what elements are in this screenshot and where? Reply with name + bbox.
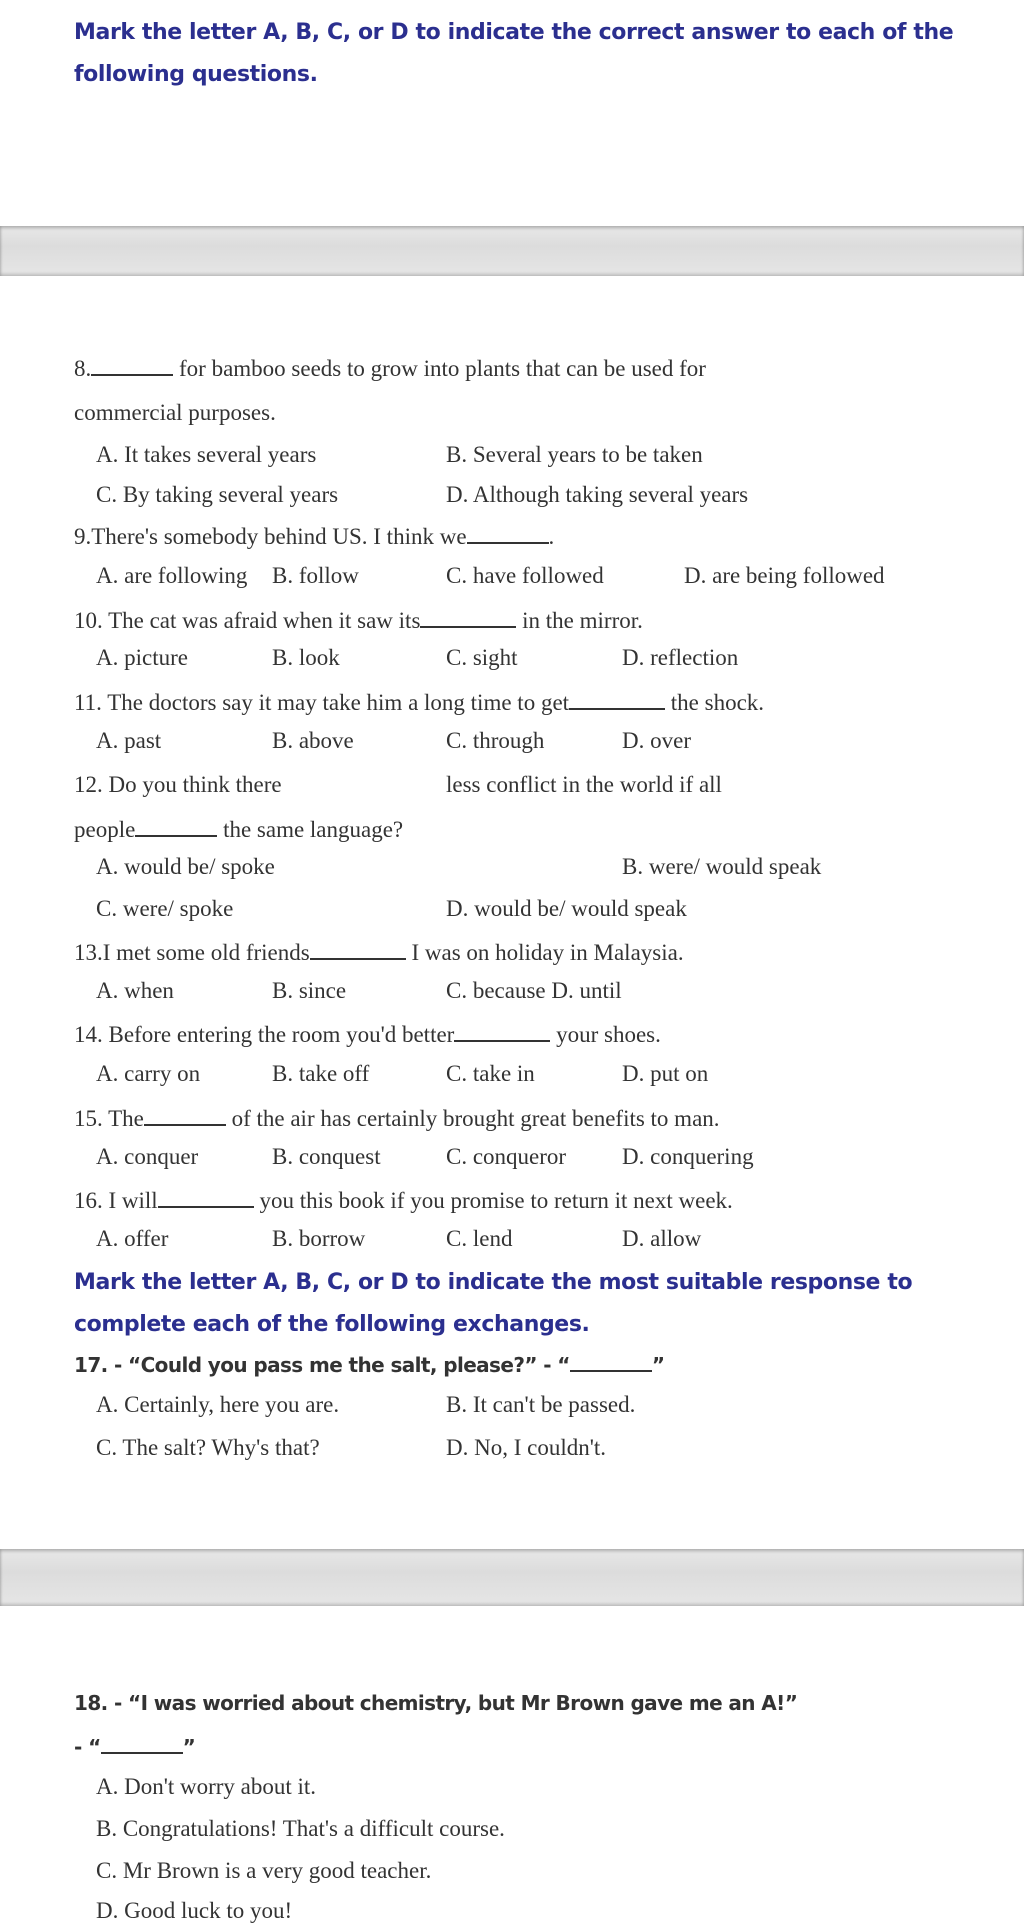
option-18-d[interactable]: D. Good luck to you! [96,1898,293,1923]
answer-blank [454,1018,550,1042]
instruction-suitable-response: Mark the letter A, B, C, or D to indicate the most suitable response to complete each of the following exchanges. [74,1270,913,1337]
option-15-a[interactable]: A. conquer [96,1144,199,1169]
question-14: 14. Before entering the room you'd better your shoes. [74,1018,661,1050]
question-12-line-1-end: less conflict in the world if all [446,772,722,797]
option-15-c[interactable]: C. conqueror [446,1144,567,1169]
page-separator [0,226,1024,276]
question-8-line-2: commercial purposes. [74,400,276,425]
option-15-b[interactable]: B. conquest [272,1144,381,1169]
question-10: 10. The cat was afraid when it saw its in the mirror. [74,604,643,636]
question-16: 16. I will you this book if you promise to return it next week. [74,1184,733,1216]
option-11-b[interactable]: B. above [272,728,354,753]
option-8-d[interactable]: D. Although taking several years [446,482,749,507]
answer-blank [570,1348,652,1372]
option-10-c[interactable]: C. sight [446,645,518,670]
option-17-a[interactable]: A. Certainly, here you are. [96,1392,340,1417]
option-11-c[interactable]: C. through [446,728,545,753]
answer-blank [144,1102,226,1126]
option-12-c[interactable]: C. were/ spoke [96,896,234,921]
question-18-line-2: - “ ” [74,1730,195,1762]
option-8-a[interactable]: A. It takes several years [96,442,317,467]
option-9-c[interactable]: C. have followed [446,563,604,588]
answer-blank [158,1184,254,1208]
option-8-c[interactable]: C. By taking several years [96,482,339,507]
option-13-c-d[interactable]: C. because D. until [446,978,622,1003]
option-11-d[interactable]: D. over [622,728,691,753]
answer-blank [101,1730,183,1754]
option-18-c[interactable]: C. Mr Brown is a very good teacher. [96,1858,432,1883]
option-10-a[interactable]: A. picture [96,645,188,670]
option-12-a[interactable]: A. would be/ spoke [96,854,275,879]
answer-blank [420,604,516,628]
option-14-c[interactable]: C. take in [446,1061,535,1086]
answer-blank [467,520,549,544]
question-17: 17. - “Could you pass me the salt, please?” - “ ” [74,1348,664,1380]
answer-blank [569,686,665,710]
question-18-line-1: 18. - “I was worried about chemistry, but Mr Brown gave me an A!” [74,1691,798,1715]
document-page-1 [0,0,1024,226]
option-8-b[interactable]: B. Several years to be taken [446,442,703,467]
answer-blank [310,936,406,960]
option-13-b[interactable]: B. since [272,978,347,1003]
option-14-b[interactable]: B. take off [272,1061,370,1086]
option-12-d[interactable]: D. would be/ would speak [446,896,687,921]
option-16-a[interactable]: A. offer [96,1226,169,1251]
option-17-c[interactable]: C. The salt? Why's that? [96,1435,320,1460]
question-12-line-2: people the same language? [74,813,403,845]
option-17-d[interactable]: D. No, I couldn't. [446,1435,607,1460]
option-10-d[interactable]: D. reflection [622,645,739,670]
option-18-a[interactable]: A. Don't worry about it. [96,1774,317,1799]
option-17-b[interactable]: B. It can't be passed. [446,1392,636,1417]
option-16-c[interactable]: C. lend [446,1226,513,1251]
question-8-line-1: 8. for bamboo seeds to grow into plants that can be used for [74,352,706,384]
option-10-b[interactable]: B. look [272,645,340,670]
option-9-b[interactable]: B. follow [272,563,359,588]
question-13: 13.I met some old friends I was on holiday in Malaysia. [74,936,684,968]
question-15: 15. The of the air has certainly brought great benefits to man. [74,1102,720,1134]
option-18-b[interactable]: B. Congratulations! That's a difficult course. [96,1816,505,1841]
option-11-a[interactable]: A. past [96,728,162,753]
option-16-b[interactable]: B. borrow [272,1226,366,1251]
option-14-d[interactable]: D. put on [622,1061,709,1086]
option-15-d[interactable]: D. conquering [622,1144,754,1169]
instruction-correct-answer: Mark the letter A, B, C, or D to indicate the correct answer to each of the following questions. [74,20,954,87]
question-11: 11. The doctors say it may take him a long time to get the shock. [74,686,764,718]
answer-blank [135,813,217,837]
option-9-a[interactable]: A. are following [96,563,248,588]
page-separator [0,1549,1024,1606]
option-16-d[interactable]: D. allow [622,1226,702,1251]
question-9: 9.There's somebody behind US. I think we . [74,520,554,552]
option-9-d[interactable]: D. are being followed [684,563,885,588]
option-14-a[interactable]: A. carry on [96,1061,201,1086]
question-12-line-1: 12. Do you think there [74,772,282,797]
option-12-b[interactable]: B. were/ would speak [622,854,822,879]
option-13-a[interactable]: A. when [96,978,174,1003]
answer-blank [91,352,173,376]
